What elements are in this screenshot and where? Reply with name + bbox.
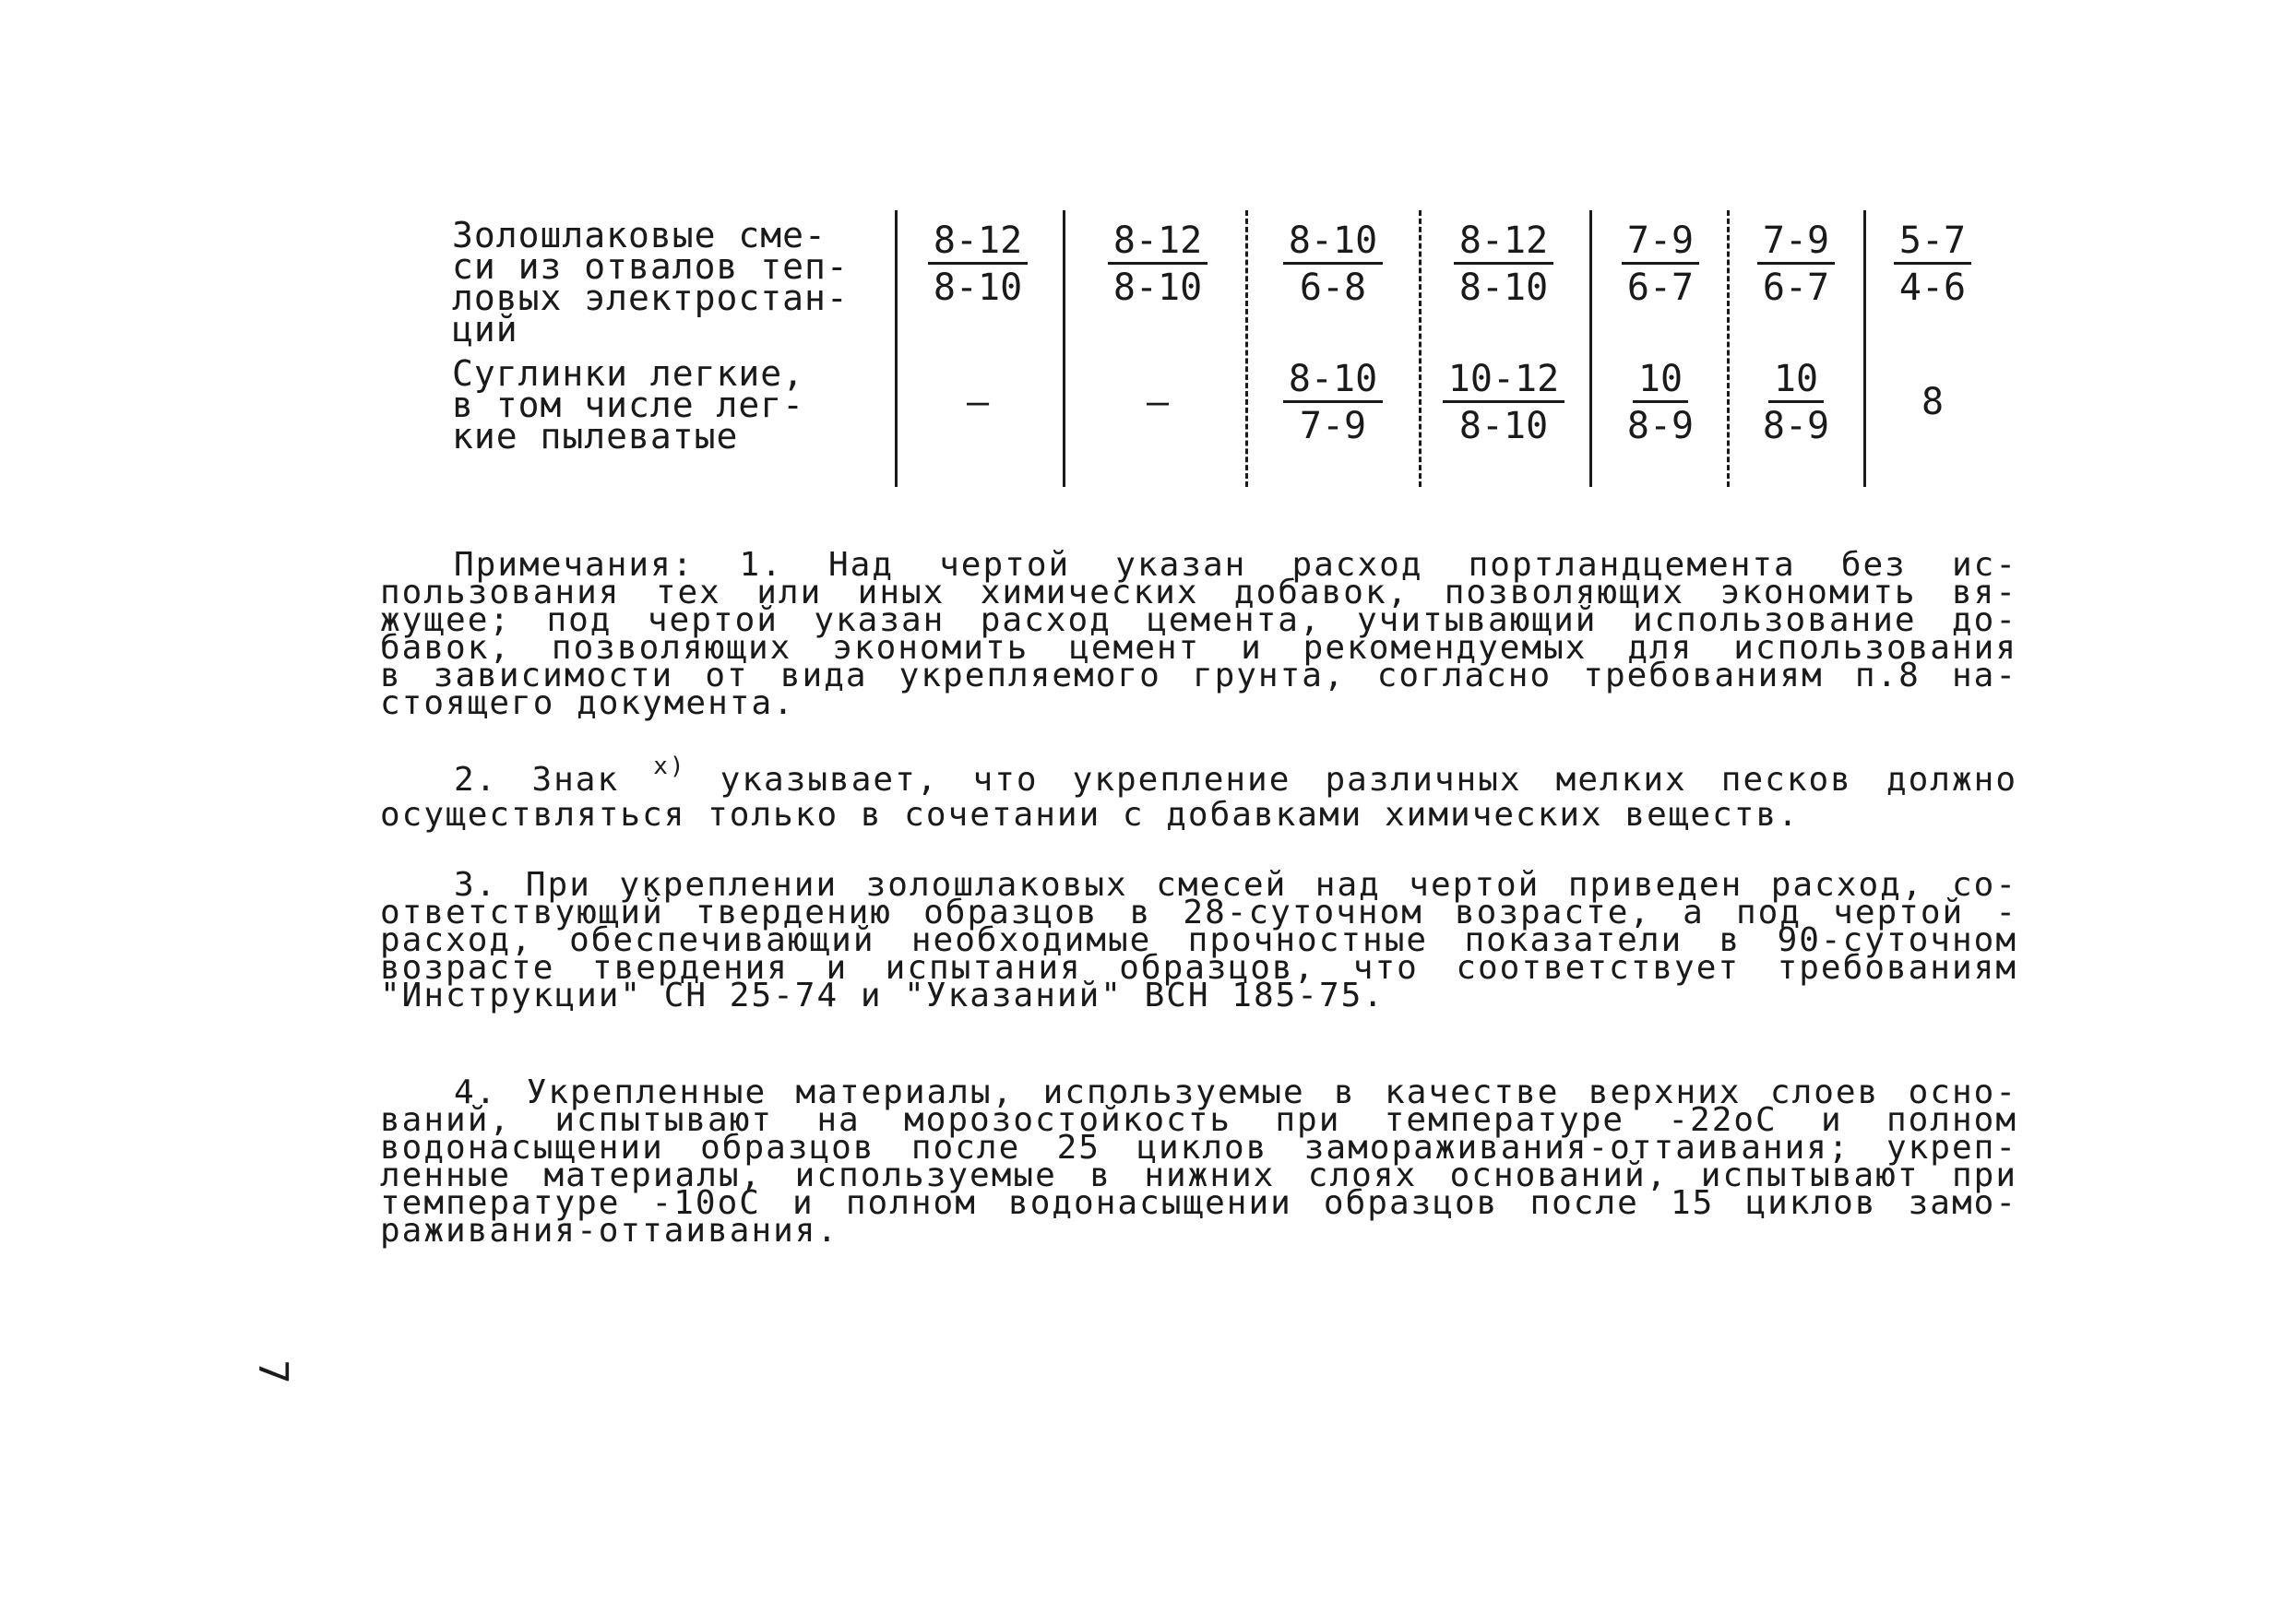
note-line: ваний, испытывают на морозостойкость при температуре -22оС и полном [380, 1101, 2017, 1139]
cement-consumption-table [443, 210, 2066, 487]
page-number: 7 [248, 1359, 296, 1384]
value-below-line: 6-8 [1299, 267, 1367, 309]
note-line: ленные материалы, используемые в нижних слоях оснований, испытывают при [380, 1156, 2017, 1194]
value-below-line: 8-10 [933, 267, 1023, 309]
value-above-line: 8-10 [1283, 219, 1383, 265]
table-cell [1863, 358, 2002, 446]
value-above-line: 7-9 [1622, 219, 1699, 265]
value-below-line: 4-6 [1898, 267, 1967, 309]
note-text: 2. Знак [454, 761, 654, 799]
note-line: жущее; под чертой указан расход цемента, учитывающий использование до- [380, 601, 2017, 639]
note-2 [380, 749, 2017, 833]
table-cell [1591, 219, 1730, 311]
note-line: 3. При укреплении золошлаковых смесей над чертой приведен расход, со- [454, 866, 2017, 904]
value-above-line: 8-12 [1108, 219, 1207, 265]
table-cell [1434, 358, 1573, 449]
note-4 [380, 1073, 2017, 1250]
note-line: возрасте твердения и испытания образцов, что соответствует требованиям [380, 949, 2017, 987]
table-cell [1089, 219, 1227, 311]
value-above-line: 10 [1768, 358, 1824, 403]
table-cell [1264, 219, 1402, 311]
value-below-line: 8-10 [1458, 267, 1549, 309]
value-below-line: 8-10 [1112, 267, 1203, 309]
note-line: температуре -10оС и полном водонасыщении образцов после 15 циклов замо- [380, 1184, 2017, 1222]
table-cell [1089, 358, 1227, 446]
material-name: Золошлаковые сме- си из отвалов теп- ловых электростан- ций [452, 215, 849, 350]
value-below-line: 6-7 [1762, 267, 1830, 309]
table-cell [1591, 358, 1730, 449]
table-cell [1434, 219, 1573, 311]
table-cell [1727, 358, 1865, 449]
value-below-line: 7-9 [1299, 405, 1367, 447]
note-line: бавок, позволяющих экономить цемент и рекомендуемых для использования [380, 629, 2017, 667]
value-below-line: 8-10 [1458, 405, 1549, 447]
value-below-line: 8-9 [1762, 405, 1830, 447]
table-row [443, 353, 2066, 487]
note-line: 4. Укрепленные материалы, используемые в качестве верхних слоев осно- [454, 1073, 2017, 1111]
note-3 [380, 866, 2017, 1014]
table-cell [909, 358, 1047, 446]
table-row [443, 215, 2066, 358]
footnote-mark: x) [653, 753, 686, 780]
note-line: "Инструкции" СН 25-74 и "Указаний" ВСН 185-75. [380, 977, 1385, 1014]
note-line: в зависимости от вида укрепляемого грунта, согласно требованиям п.8 на- [380, 657, 2017, 694]
note-line: ответствующий твердению образцов в 28-суточном возрасте, а под чертой - [380, 894, 2017, 931]
empty-value-dash: – [966, 381, 990, 423]
value-above-line: 5-7 [1894, 219, 1971, 265]
value-below-line: 6-7 [1626, 267, 1695, 309]
value-above-line: 8-10 [1283, 358, 1383, 403]
value-above-line: 8-12 [928, 219, 1028, 265]
empty-value-dash: – [1146, 381, 1170, 423]
table-cell [1863, 219, 2002, 311]
note-line: пользования тех или иных химических добавок, позволяющих экономить вя- [380, 574, 2017, 611]
note-line: Примечания: 1. Над чертой указан расход портландцемента без ис- [454, 546, 2017, 584]
table-cell [1727, 219, 1865, 311]
value-above-line: 10-12 [1443, 358, 1564, 403]
value-above-line: 7-9 [1757, 219, 1835, 265]
note-line: раживания-оттаивания. [380, 1212, 839, 1250]
note-line: стоящего документа. [380, 684, 795, 722]
value-below-line: 8-9 [1626, 405, 1695, 447]
value-above-line: 8-12 [1454, 219, 1553, 265]
note-line: расход, обеспечивающий необходимые прочностные показатели в 90-суточном [380, 921, 2017, 959]
note-text: указывает, что укрепление различных мелких песков должно [685, 761, 2018, 799]
note-line: осуществляться только в сочетании с добавками химических веществ. [380, 796, 1800, 834]
note-1 [380, 546, 2017, 722]
note-line [380, 749, 2017, 798]
table-cell [1264, 358, 1402, 449]
note-line: водонасыщении образцов после 25 циклов замораживания-оттаивания; укреп- [380, 1129, 2017, 1167]
value-above-line: 10 [1633, 358, 1688, 403]
table-cell [909, 219, 1047, 311]
material-name: Суглинки легкие, в том числе лег- кие пылеватые [452, 353, 805, 457]
single-value: 8 [1921, 381, 1945, 423]
